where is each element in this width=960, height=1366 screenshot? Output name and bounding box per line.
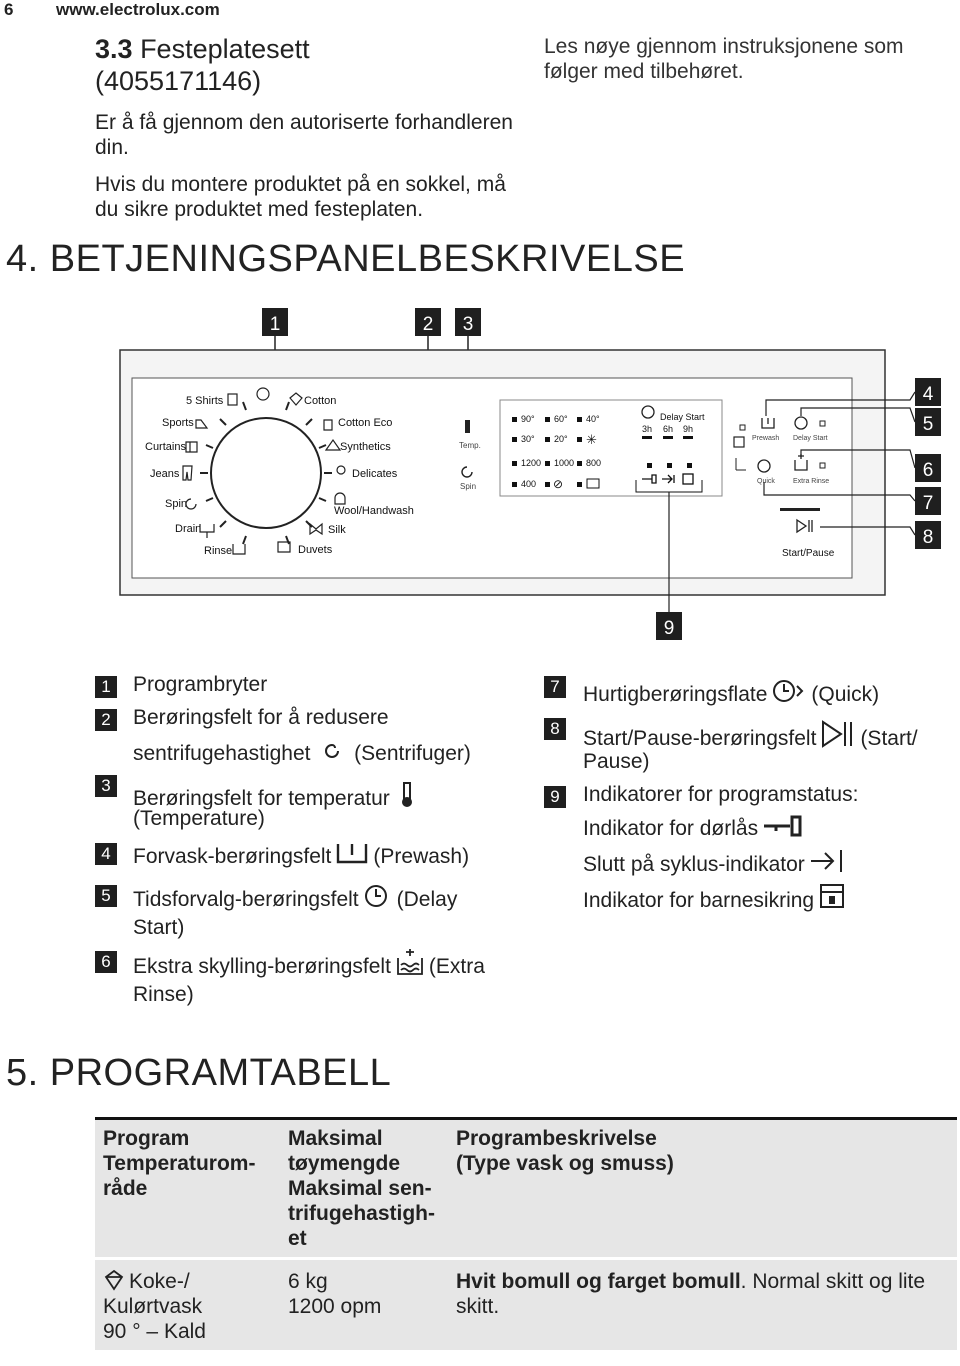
speed-400: 400	[521, 479, 537, 489]
section-4-title: 4. BETJENINGSPANELBESKRIVELSE	[6, 238, 686, 280]
legend-text-8-line2: (Start/	[860, 727, 918, 750]
callout-2	[415, 308, 441, 336]
program-curtains: Curtains	[145, 441, 186, 453]
legend-text-6-line2: (Extra	[428, 955, 485, 978]
legend-num-7: 7	[544, 676, 566, 698]
program-delicates: Delicates	[352, 468, 398, 480]
legend-num-4: 4	[95, 843, 117, 865]
legend-num-2: 2	[95, 709, 117, 731]
callout-9	[656, 612, 682, 640]
description-bold: Hvit bomull og farget bomull	[456, 1270, 741, 1293]
page-number: 6	[4, 0, 14, 19]
legend-text-9: Indikatorer for programstatus:	[583, 783, 859, 806]
legend-text-7-line2: (Quick)	[811, 683, 880, 706]
callout-4-label: 4	[922, 384, 934, 405]
control-panel-diagram	[0, 300, 960, 645]
program-table	[95, 1117, 957, 1350]
header-program-line: råde	[103, 1177, 148, 1200]
legend-text-8b: Pause)	[583, 750, 650, 773]
legend-text-9-child	[583, 882, 850, 913]
callout-8-label: 8	[922, 527, 934, 548]
legend-text-9-line2: Indikator for dørlås	[583, 817, 759, 840]
temp-30: 30°	[521, 434, 535, 444]
legend-text-6	[133, 948, 485, 979]
max-load: 6 kg	[288, 1270, 328, 1293]
callout-5	[915, 408, 941, 436]
extra-rinse-label: Extra Rinse	[793, 478, 830, 485]
cold-icon: ✳	[586, 432, 597, 447]
legend-text-3b: (Temperature)	[133, 807, 265, 830]
header-program	[95, 1119, 280, 1259]
temp-60: 60°	[554, 414, 568, 424]
legend-text-2-line2: sentrifugehastighet	[133, 742, 311, 765]
program-jeans: Jeans	[150, 468, 180, 480]
program-cotton-eco: Cotton Eco	[338, 417, 393, 429]
cell-description	[448, 1259, 957, 1351]
legend-text-9-door	[583, 814, 808, 841]
section-title: Festeplatesett (4055171146)	[95, 34, 310, 96]
legend-text-9-end	[583, 848, 849, 877]
header-load-line: Maksimal	[288, 1127, 383, 1150]
temp-90: 90°	[521, 414, 535, 424]
legend-text-2-line3: (Sentrifuger)	[354, 742, 471, 765]
program-dial	[211, 418, 321, 528]
callout-4	[915, 378, 941, 406]
section-number: 3.3	[95, 34, 133, 64]
delay-3h: 3h	[642, 424, 653, 434]
program-drain: Drain	[175, 523, 202, 535]
delay-start-btn-label: Delay Start	[793, 435, 828, 442]
header-description	[448, 1119, 957, 1259]
door-lock-icon	[762, 814, 804, 838]
legend-text-9-line4: Indikator for barnesikring	[583, 889, 815, 912]
callout-7-label: 7	[922, 493, 934, 514]
legend-text-6b: Rinse)	[133, 983, 194, 1006]
header-load-line: tøymengde	[288, 1152, 401, 1175]
callout-1	[262, 308, 288, 336]
temp-20: 20°	[554, 434, 568, 444]
callout-2-label: 2	[422, 314, 434, 335]
legend-text-2: Berøringsfelt for å redusere	[133, 706, 389, 729]
description-rest: . Normal skitt og lite skitt.	[456, 1270, 926, 1318]
legend-num-8: 8	[544, 718, 566, 740]
temp-40: 40°	[586, 414, 600, 424]
no-spin-icon: ⊘	[553, 477, 564, 491]
callout-7	[915, 487, 941, 515]
legend-text-5	[133, 883, 457, 912]
legend-text-5-line2: (Delay	[396, 888, 458, 911]
program-name-line	[103, 1269, 272, 1294]
legend-num-6: 6	[95, 951, 117, 973]
callout-9-label: 9	[663, 618, 675, 639]
header-desc-line: (Type vask og smuss)	[456, 1152, 674, 1175]
delay-start-label: Delay Start	[660, 412, 705, 422]
start-pause-label: Start/Pause	[782, 548, 835, 559]
legend-num-9: 9	[544, 786, 566, 808]
speed-1200: 1200	[521, 458, 542, 468]
legend-text-7	[583, 678, 879, 707]
legend-text-4	[133, 840, 469, 869]
legend-text-1: Programbryter	[133, 673, 268, 696]
table-row	[95, 1259, 957, 1351]
speed-800: 800	[586, 458, 602, 468]
program-name-line2: Kulørtvask	[103, 1295, 203, 1318]
header-load-line: et	[288, 1227, 307, 1250]
cotton-icon	[103, 1269, 125, 1291]
legend-text-2b	[133, 739, 471, 766]
legend-num-1: 1	[95, 676, 117, 698]
callout-6-label: 6	[922, 460, 934, 481]
temp-label: Temp.	[459, 441, 481, 450]
program-name: Koke-/	[129, 1270, 190, 1293]
legend-text-3-line1: Berøringsfelt for temperatur	[133, 787, 390, 810]
callout-1-label: 1	[269, 314, 281, 335]
spin-icon	[320, 739, 344, 763]
header-program-line: Program	[103, 1127, 190, 1150]
legend-text-6-line1: Ekstra skylling-berøringsfelt	[133, 955, 391, 978]
legend-num-3: 3	[95, 775, 117, 797]
legend-text-4-line2: (Prewash)	[373, 845, 470, 868]
max-speed: 1200 opm	[288, 1295, 382, 1318]
program-wool-handwash: Wool/Handwash	[334, 505, 414, 517]
end-of-cycle-icon	[809, 848, 845, 874]
legend-text-8	[583, 720, 918, 751]
legend-text-8-line1: Start/Pause-berøringsfelt	[583, 727, 817, 750]
program-synthetics: Synthetics	[340, 441, 391, 453]
delay-start-clock-icon	[363, 883, 393, 909]
callout-8	[915, 521, 941, 549]
section-3-3-title	[95, 33, 435, 97]
header-load-line: Maksimal sen-	[288, 1177, 432, 1200]
legend-text-7-line1: Hurtigberøringsflate	[583, 683, 768, 706]
start-pause-icon	[820, 720, 856, 748]
program-silk: Silk	[328, 524, 346, 536]
program-rinse: Rinse	[204, 545, 233, 557]
legend-text-4-line1: Forvask-berøringsfelt	[133, 845, 332, 868]
callout-3-label: 3	[462, 314, 474, 335]
spin-label: Spin	[460, 482, 477, 491]
callout-5-label: 5	[922, 414, 934, 435]
callout-3	[455, 308, 481, 336]
header-program-line: Temperaturom-	[103, 1152, 256, 1175]
program-sports: Sports	[162, 417, 194, 429]
cell-load	[280, 1259, 448, 1351]
speed-1000: 1000	[554, 458, 575, 468]
program-spin: Spin	[165, 498, 188, 510]
legend-num-5: 5	[95, 885, 117, 907]
thermometer-icon	[400, 782, 414, 808]
header-desc-line: Programbeskrivelse	[456, 1127, 657, 1150]
program-cotton: Cotton	[304, 395, 337, 407]
legend-text-5-line1: Tidsforvalg-berøringsfelt	[133, 888, 359, 911]
delay-9h: 9h	[683, 424, 694, 434]
prewash-label: Prewash	[752, 435, 780, 442]
callout-6	[915, 454, 941, 482]
paragraph-dealer: Er å få gjennom den autoriserte forhandleren din.	[95, 111, 513, 159]
program-duvets: Duvets	[298, 544, 333, 556]
table-header-row	[95, 1119, 957, 1259]
paragraph-instructions: Les nøye gjennom instruksjonene som følger med tilbehøret.	[544, 35, 904, 83]
cell-program	[95, 1259, 280, 1351]
paragraph-plinth: Hvis du montere produktet på en sokkel, må du sikre produktet med festeplaten.	[95, 173, 506, 221]
program-temp: 90 ° – Kald	[103, 1320, 206, 1343]
program-5-shirts: 5 Shirts	[186, 395, 224, 407]
extra-rinse-icon	[395, 948, 425, 976]
quick-icon	[771, 678, 807, 704]
header-load-line: trifugehastigh-	[288, 1202, 435, 1225]
header-url[interactable]: www.electrolux.com	[56, 0, 220, 19]
child-lock-icon	[818, 882, 846, 910]
delay-6h: 6h	[663, 424, 674, 434]
legend-text-5b: Start)	[133, 916, 185, 939]
legend-text-9-line3: Slutt på syklus-indikator	[583, 853, 805, 876]
quick-label: Quick	[757, 478, 775, 485]
section-5-title: 5. PROGRAMTABELL	[6, 1052, 392, 1094]
prewash-icon	[335, 840, 369, 866]
header-load	[280, 1119, 448, 1259]
